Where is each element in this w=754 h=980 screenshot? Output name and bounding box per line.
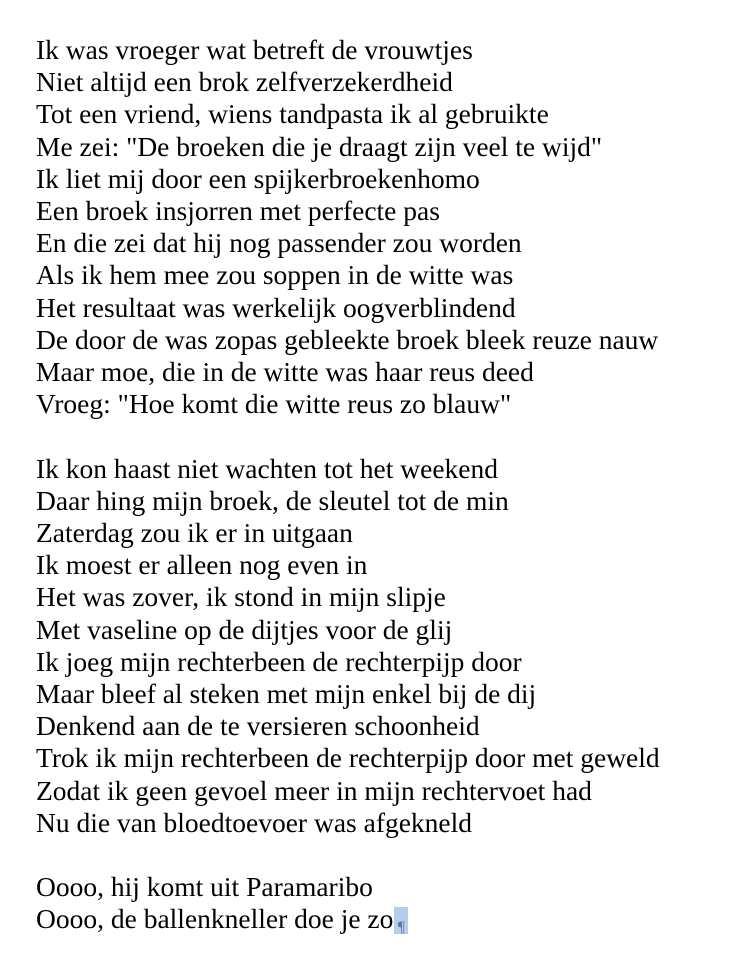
- poem-line: Ik liet mij door een spijkerbroekenhomo: [36, 162, 480, 194]
- stanza-2: [36, 453, 734, 839]
- poem-line: Het resultaat was werkelijk oogverblindend: [36, 291, 516, 323]
- poem-line: Oooo, hij komt uit Paramaribo: [36, 871, 373, 903]
- poem-line: Niet altijd een brok zelfverzekerdheid: [36, 66, 453, 98]
- poem-line: Ik kon haast niet wachten tot het weekend: [36, 452, 498, 484]
- selected-paragraph-mark[interactable]: [394, 907, 408, 937]
- poem-line: De door de was zopas gebleekte broek bleek reuze nauw: [36, 323, 659, 355]
- poem-line: Als ik hem mee zou soppen in de witte was: [36, 259, 514, 291]
- poem-line: Met vaseline op de dijtjes voor de glij: [36, 613, 453, 645]
- poem-line: Zaterdag zou ik er in uitgaan: [36, 517, 353, 549]
- poem-line: Ik moest er alleen nog even in: [36, 549, 368, 581]
- stanza-3: [36, 871, 734, 935]
- poem-line: Zodat ik geen gevoel meer in mijn rechtervoet had: [36, 774, 592, 806]
- poem-line-text: Oooo, de ballenkneller doe je zo: [36, 903, 394, 935]
- poem-line: Een broek insjorren met perfecte pas: [36, 195, 440, 227]
- pilcrow-icon: ¶: [397, 919, 405, 937]
- poem-line: Het was zover, ik stond in mijn slipje: [36, 581, 446, 613]
- poem-line: Tot een vriend, wiens tandpasta ik al gebruikte: [36, 98, 549, 130]
- poem-line: Denkend aan de te versieren schoonheid: [36, 710, 480, 742]
- poem-line: Ik joeg mijn rechterbeen de rechterpijp door: [36, 645, 522, 677]
- poem-line: Vroeg: "Hoe komt die witte reus zo blauw": [36, 388, 512, 420]
- poem-line: Me zei: "De broeken die je draagt zijn veel te wijd": [36, 130, 603, 162]
- poem-line: Nu die van bloedtoevoer was afgekneld: [36, 806, 473, 838]
- poem-line: Ik was vroeger wat betreft de vrouwtjes: [36, 34, 473, 65]
- poem-line: En die zei dat hij nog passender zou worden: [36, 227, 522, 259]
- poem-line: [36, 903, 734, 935]
- poem-line: Maar bleef al steken met mijn enkel bij de dij: [36, 678, 537, 710]
- stanza-1: [36, 34, 734, 420]
- poem-line: Trok ik mijn rechterbeen de rechterpijp door met geweld: [36, 742, 660, 774]
- poem-line: Maar moe, die in de witte was haar reus deed: [36, 356, 534, 388]
- poem-line: Daar hing mijn broek, de sleutel tot de min: [36, 484, 509, 516]
